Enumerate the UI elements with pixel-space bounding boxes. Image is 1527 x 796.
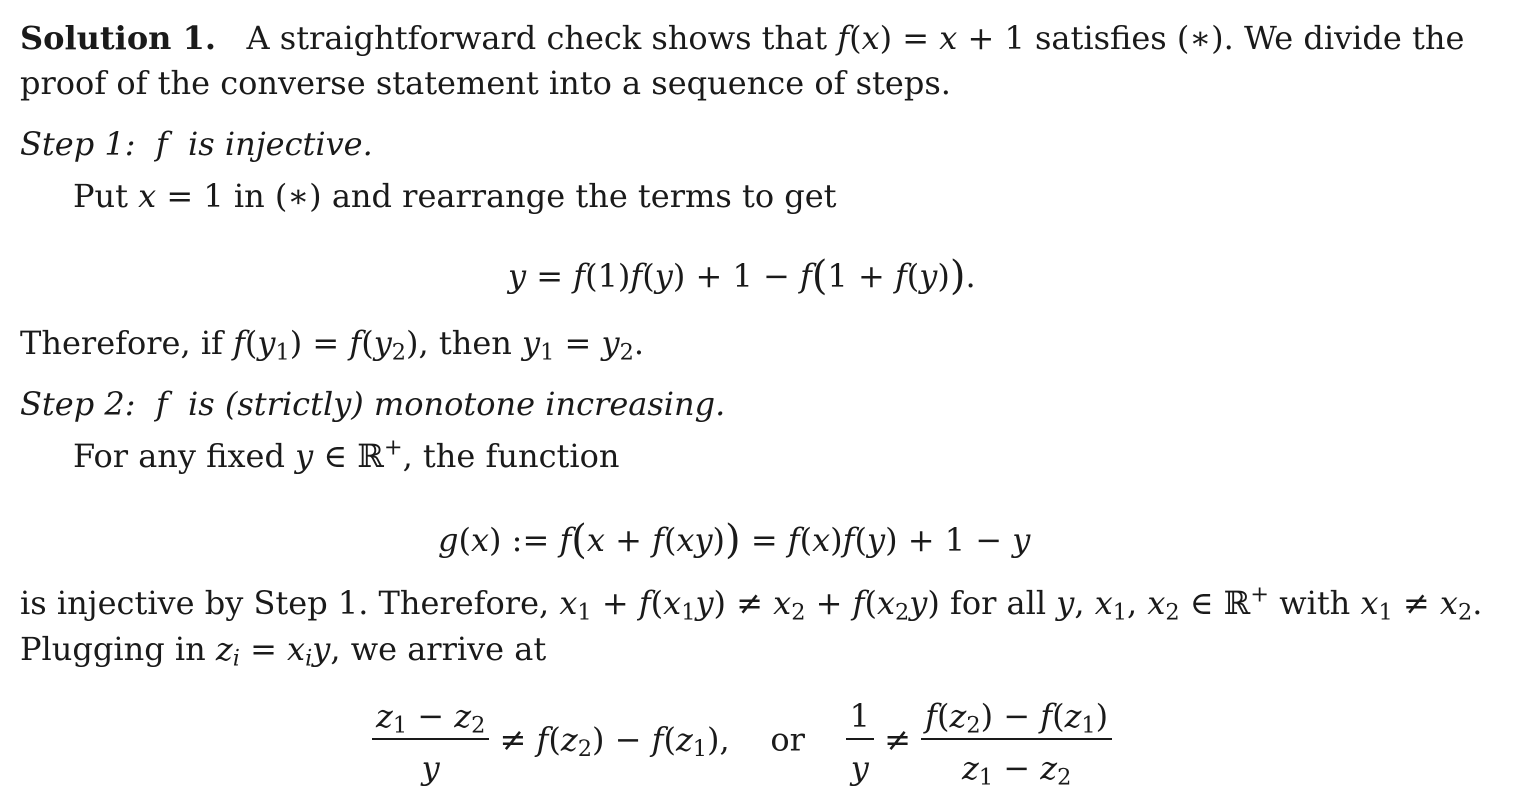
solution-label: Solution 1. — [20, 19, 216, 57]
step-2-injective-line: is injective by Step 1. Therefore, $x_1 + f(x_1y) \ne x_2 + f(x_2y)$ for all y, $x_1$, $x_2$ ∈ ℝ+ with $x_1 \ne x_2$. — [20, 581, 1483, 626]
math-fx-definition: f — [837, 19, 850, 57]
equation-fractions: $\frac{z_1 - z_2}{y}$ ≠ $f(z_2) - f(z_1)$, or $\frac{1}{y}$ ≠ $\frac{f(z_2) - f(z_1)}{z_1 - z_2}$ — [372, 700, 1112, 784]
intro-text-2: satisfies (∗). We divide the — [1035, 19, 1465, 57]
equation-g-definition: g(x) := f(x + f(xy)) = f(x)f(y) + 1 − y — [438, 517, 1031, 563]
solution-intro-line-1: Solution 1. A straightforward check shows that f(x) = x + 1 satisfies (∗). We divide the — [20, 19, 1465, 57]
intro-text-1: A straightforward check shows that — [246, 19, 828, 57]
equation-step-1: y = f(1)f(y) + 1 − f(1 + f(y)). — [508, 253, 976, 299]
or-word: or — [770, 720, 805, 759]
step-2-heading: Step 2: f is (strictly) monotone increasing. — [20, 385, 726, 423]
step-1-conclusion: Therefore, if $f(y_1) = f(y_2)$, then $y_1 = y_2$. — [20, 324, 645, 366]
step-1-intro: Put x = 1 in (∗) and rearrange the terms to get — [73, 177, 837, 215]
step-2-plugging-line: Plugging in $z_i = x_iy$, we arrive at — [20, 630, 547, 672]
fraction-z-over-y: $\frac{z_1 - z_2}{y}$ — [372, 700, 489, 784]
step-2-intro: For any fixed y ∈ ℝ+, the function — [73, 434, 620, 475]
step-1-heading: Step 1: f is injective. — [20, 125, 373, 163]
fraction-one-over-y: $\frac{1}{y}$ — [846, 700, 874, 784]
fraction-fz-over-z: $\frac{f(z_2) - f(z_1)}{z_1 - z_2}$ — [921, 700, 1112, 784]
solution-intro-line-2: proof of the converse statement into a sequence of steps. — [20, 64, 951, 102]
